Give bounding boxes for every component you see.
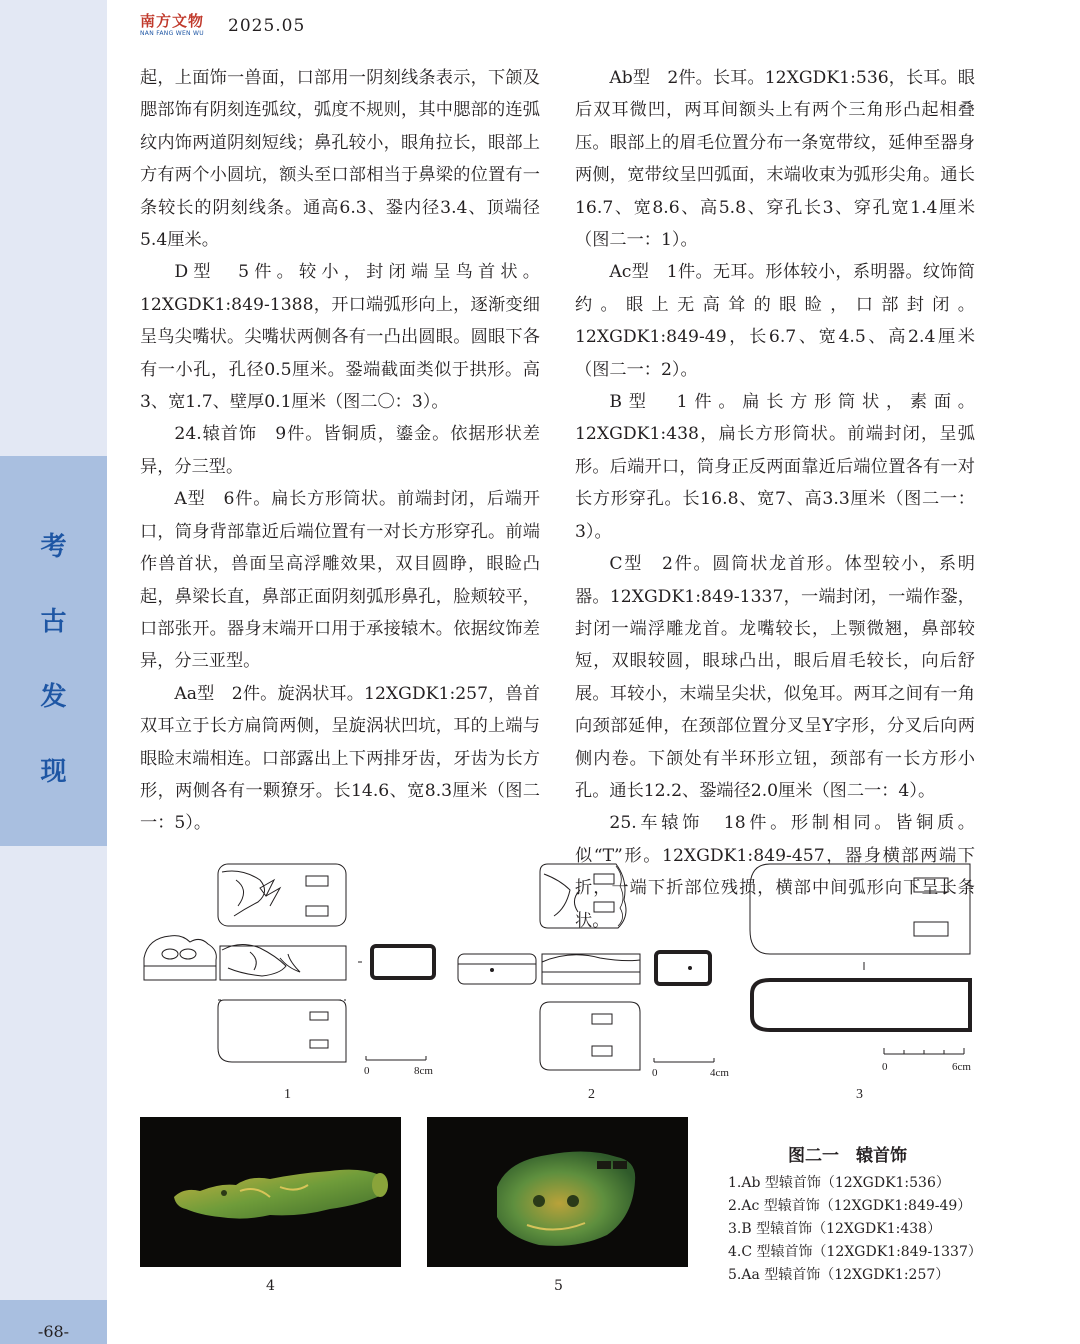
scale-3-zero: 0	[882, 1061, 888, 1073]
caption-item: 4.C 型辕首饰（12XGDK1:849-1337）	[728, 1244, 982, 1260]
section-char-3: 发	[40, 682, 67, 712]
scale-2-end: 4cm	[710, 1067, 729, 1079]
section-char-2: 古	[40, 607, 67, 637]
right-text-column	[575, 62, 975, 937]
scale-1-zero: 0	[364, 1065, 370, 1077]
page-number: -68-	[37, 1322, 70, 1341]
section-char-4: 现	[40, 757, 67, 787]
caption-item: 5.Aa 型辕首饰（12XGDK1:257）	[728, 1267, 950, 1283]
drawing-b-type	[750, 864, 970, 1054]
paragraph: Aa型 2件。旋涡状耳。12XGDK1:257，兽首双耳立于长方扁筒两侧，呈旋涡状凹坑，耳的上端与眼睑末端相连。口部露出上下两排牙齿，牙齿为长方形，两侧各有一颗獠牙。长14.6、宽8.3厘米（图二一：5）。	[140, 683, 540, 834]
journal-logo	[140, 12, 216, 38]
scale-3-end: 6cm	[952, 1061, 971, 1073]
paragraph: 25.车辕饰 18件。形制相同。皆铜质。似“T”形。12XGDK1:849-457，器身横部两端下折，一端下折部位残损，横部中间弧形向下呈长条状。	[575, 813, 975, 931]
issue-number: 2025.05	[228, 16, 306, 36]
figure-number-4: 4	[266, 1278, 275, 1294]
paragraph: Ac型 1件。无耳。形体较小，系明器。纹饰简约。眼上无高耸的眼睑，口部封闭。12XGDK1:849-49，长6.7、宽4.5、高2.4厘米（图二一：2）。	[575, 262, 975, 380]
figure-caption	[728, 1141, 1028, 1287]
journal-logo-en: NAN FANG WEN WU	[140, 30, 204, 37]
photo-c-type-dragon-head	[140, 1117, 401, 1267]
figure-number-2: 2	[588, 1087, 595, 1102]
journal-logo-cn: 南方文物	[140, 12, 205, 30]
scale-1-end: 8cm	[414, 1065, 433, 1077]
caption-item: 1.Ab 型辕首饰（12XGDK1:536）	[728, 1175, 950, 1191]
photo-aa-type-beast-head	[427, 1117, 688, 1267]
section-char-1: 考	[40, 532, 67, 562]
paragraph: 24.辕首饰 9件。皆铜质，鎏金。依据形状差异，分三型。	[140, 424, 540, 477]
caption-title: 图二一 辕首饰	[788, 1146, 907, 1166]
scale-2-zero: 0	[652, 1067, 658, 1079]
drawing-ab-type	[144, 864, 434, 1062]
section-tab	[0, 456, 107, 846]
paragraph: Ab型 2件。长耳。12XGDK1:536，长耳。眼后双耳微凹，两耳间额头上有两个三角形凸起相叠压。眼部上的眉毛位置分布一条宽带纹，延伸至器身两侧，宽带纹呈凹弧面，末端收束为弧形尖角。通长16.7、宽8.6、高5.8、穿孔长3、穿孔宽1.4厘米（图二一：1）。	[575, 68, 975, 251]
paragraph: C型 2件。圆筒状龙首形。体型较小，系明器。12XGDK1:849-1337，一端封闭，一端作銎，封闭一端浮雕龙首。龙嘴较长，上颚微翘，鼻部较短，双眼较圆，眼球凸出，眼后眉毛较长，向后舒展。耳较小，末端呈尖状，似兔耳。两耳之间有一角向颈部延伸，在颈部位置分叉呈Y字形，分叉后向两侧内卷。下颌处有半环形立钮，颈部有一长方形小孔。通长12.2、銎端径2.0厘米（图二一：4）。	[575, 554, 975, 801]
left-text-column	[140, 62, 540, 840]
paragraph: B型 1件。扁长方形筒状，素面。12XGDK1:438，扁长方形筒状。前端封闭，呈弧形。后端开口，筒身正反两面靠近后端位置各有一对长方形穿孔。长16.8、宽7、高3.3厘米（图二一：3）。	[575, 392, 975, 542]
paragraph: A型 6件。扁长方形筒状。前端封闭，后端开口，筒身背部靠近后端位置有一对长方形穿孔。前端作兽首状，兽面呈高浮雕效果，双目圆睁，眼睑凸起，鼻梁长直，鼻部正面阴刻弧形鼻孔，脸颊较平，口部张开。器身末端开口用于承接辕木。依据纹饰差异，分三亚型。	[140, 489, 540, 672]
caption-item: 2.Ac 型辕首饰（12XGDK1:849-49）	[728, 1198, 972, 1214]
figure-number-1: 1	[284, 1087, 291, 1102]
paragraph: 起，上面饰一兽面，口部用一阴刻线条表示，下颌及腮部饰有阴刻连弧纹，弧度不规则，其中腮部的连弧纹内饰两道阴刻短线；鼻孔较小，眼角拉长，眼部上方有两个小圆坑，额头至口部相当于鼻梁的位置有一条较长的阴刻线条。通高6.3、銎内径3.4、顶端径5.4厘米。	[140, 68, 540, 251]
figure-number-3: 3	[856, 1087, 863, 1102]
drawing-ac-type	[458, 864, 714, 1070]
paragraph: D型 5件。较小，封闭端呈鸟首状。12XGDK1:849-1388，开口端弧形向上，逐渐变细呈鸟尖嘴状。尖嘴状两侧各有一凸出圆眼。圆眼下各有一小孔，孔径0.5厘米。銎端截面类似于拱形。高3、宽1.7、壁厚0.1厘米（图二〇：3）。	[140, 262, 540, 413]
line-drawings-figure	[130, 850, 990, 1110]
figure-number-5: 5	[554, 1278, 563, 1294]
caption-item: 3.B 型辕首饰（12XGDK1:438）	[728, 1221, 942, 1237]
